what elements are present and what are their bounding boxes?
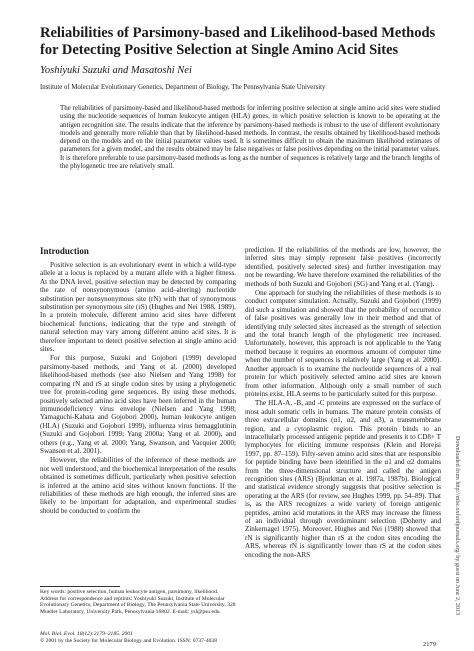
correspondence-note: Address for correspondence and reprints: Yoshiyuki Suzuki, Institute of Molecular Evolutionary Genetics, Department of Biology, The Pennsylvania State University, 328 Mueller Laboratory, University Park, Pennsylvania 16802. E-mail: ysl@psu.edu. [40,595,236,615]
intro-paragraph: prediction. If the reliabilities of the methods are low, however, the inferred sites may simply represent false positives (incorrectly identified, positively selected sites) and further investigation may not be rewarding. We have therefore examined the reliabilities of the methods of both Suzuki and Gojobori (SG) and Yang et al. (Yang). [245,246,441,288]
left-column [40,261,236,515]
authors: Yoshiyuki Suzuki and Masatoshi Nei [40,65,192,76]
keywords: Key words: positive selection, human leukocyte antigen, parsimony, likelihood. [40,589,219,595]
footnotes [40,589,236,615]
intro-paragraph: However, the reliabilities of the inference of these methods are not well understood, and the biochemical interpretation of the results obtained is sometimes difficult, particularly when positive selection is inferred at the amino acid sites without known functions. If the reliabilities of these methods are high enough, the inferred sites are likely to be important for adaptation, and experimental studies should be conducted to confirm the [40,456,236,515]
affiliation: Institute of Molecular Evolutionary Genetics, Department of Biology, The Pennsylvania State University [40,84,326,91]
download-watermark: Downloaded from http://mbe.oxfordjournals.org/ by guest on June 2, 2013 [454,436,460,616]
intro-paragraph: For this purpose, Suzuki and Gojobori (1999) developed parsimony-based methods, and Yang et al. (2000) developed likelihood-based methods (see also Nielsen and Yang 1998) for comparing rN and rS at single codon sites by using a phylogenetic tree for protein-coding gene sequences. By using these methods, positively selected amino acid sites have been inferred in the human immunodeficiency virus envelope (Nielsen and Yang 1998; Yamaguchi-Kabata and Gojobori 2000), human leukocyte antigen (HLA) (Suzuki and Gojobori 1999), influenza virus hemagglutinin (Suzuki and Gojobori 1999; Yang 2000a; Yang et al. 2000), and others (e.g., Yang et al. 2000; Yang, Swanson, and Vacquier 2000; Swanson et al. 2001). [40,354,236,455]
copyright-note: © 2001 by the Society for Molecular Biology and Evolution. ISSN: 0737-4038 [40,637,218,644]
paper-title: Reliabilities of Parsimony-based and Likelihood-based Methods for Detecting Positive Selection at Single Amino Acid Sites [40,25,436,58]
intro-paragraph: The HLA-A, -B, and -C proteins are expressed on the surface of most adult somatic cells in humans. The mature protein consists of three extracellular domains (α1, α2, and α3), a transmembrane region, and a cytoplasmic region. This protein binds to an intracellularly processed antigenic peptide and presents it to CD8+ T lymphocytes for eliciting immune responses (Klein and Horejsi 1997, pp. 87–159). Fifty-seven amino acid sites that are responsible for peptide binding have been identified in the α1 and α2 domains from the three-dimensional structure and called the antigen recognition sites (ARS) (Bjorkman et al. 1987a, 1987b). Biological and statistical evidence strongly suggests that positive selection is operating at the ARS (for review, see Hughes 1999, pp. 54–89). That is, as the ARS recognizes a wide variety of foreign antigenic peptides, amino acid mutations in the ARS may increase the fitness of an individual through overdominant selection (Doherty and Zinkernagel 1975). Moreover, Hughes and Nei (1988) showed that rN is significantly higher than rS at the codon sites encoding the ARS, whereas rN is significantly lower than rS at the codon sites encoding the non-ARS [245,399,441,559]
footnote-divider [40,586,120,587]
journal-citation: Mol. Biol. Evol. 18(12):2179–2185. 2001 [40,631,133,637]
right-column [245,246,441,559]
journal-info [40,631,236,644]
page-number: 2179 [423,641,436,648]
intro-paragraph: Positive selection is an evolutionary event in which a wild-type allele at a locus is replaced by a mutant allele with a higher fitness. At the DNA level, positive selection may be detected by comparing the rate of nonsynonymous (amino acid–altering) nucleotide substitution per nonsynonymous site (rN) with that of synonymous substitution per synonymous site (rS) (Hughes and Nei 1988, 1989). In a protein molecule, different amino acid sites have different biochemical functions, indicating that the type and strength of natural selection may vary among different amino acid sites. It is therefore important to detect positive selection at single amino acid sites. [40,261,236,354]
introduction-heading: Introduction [40,246,89,256]
intro-paragraph: One approach for studying the reliabilities of these methods is to conduct computer simulation. Actually, Suzuki and Gojobori (1999) did such a simulation and showed that the probability of occurrence of false positives was generally low in their method and that of identifying truly selected sites increased as the strength of selection and the total branch length of the phylogenetic tree increased. Unfortunately, however, this approach is not applicable to the Yang method because it requires an enormous amount of computer time when the number of sequences is relatively large (Yang et al. 2000). Another approach is to examine the nucleotide sequences of a real protein for which positively selected amino acid sites are known from other information. Although only a small number of such proteins exist, HLA seems to be particularly suited for this purpose. [245,289,441,398]
abstract: The reliabilities of parsimony-based and likelihood-based methods for inferring positive selection at single amino acid sites were studied using the nucleotide sequences of human leukocyte antigen (HLA) genes, in which positive selection is known to be operating at the antigen recognition site. The results indicate that the inference by parsimony-based methods is robust to the use of different evolutionary models and generally more reliable than that by likelihood-based methods. In contrast, the results obtained by likelihood-based methods depend on the models and on the initial parameter values used. It is sometimes difficult to obtain the maximum likelihood estimates of parameters for a given model, and the results obtained may be false negatives or false positives depending on the initial parameter values. It is therefore preferable to use parsimony-based methods as long as the number of sequences is relatively large and the branch lengths of the phylogenetic tree are relatively small. [60,105,440,171]
